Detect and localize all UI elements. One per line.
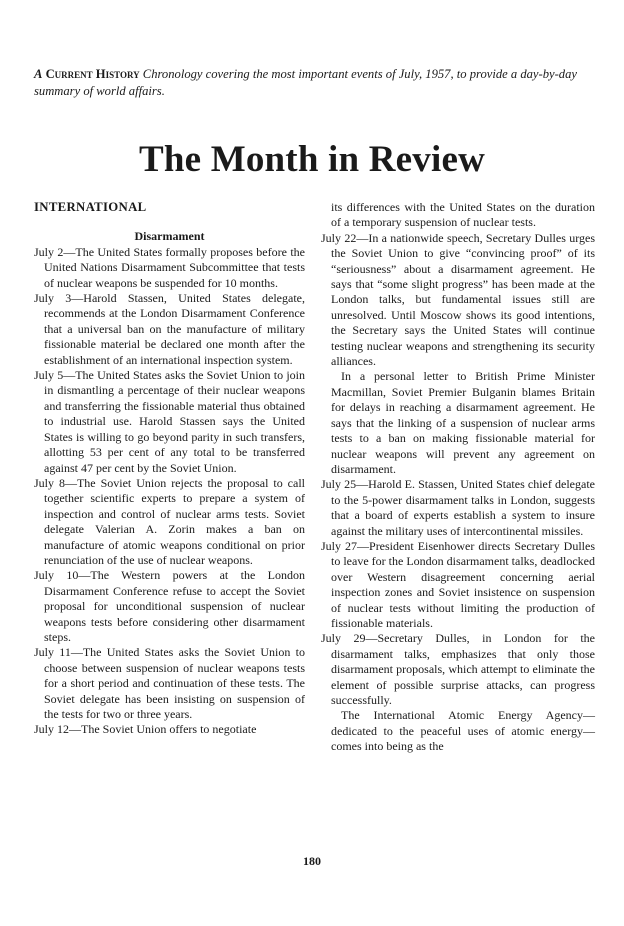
intro-article: A — [34, 67, 43, 81]
paragraph: In a personal letter to British Prime Minister Macmillan, Soviet Premier Bulganin blames Britain for delays in reaching a disarmament agreement. He says that the linking of a suspension of nuclear arms tests to a ban on making fissionable material for nuclear weapons will prevent any agreement on disarmament. — [331, 369, 595, 476]
intro-brand: Current History — [45, 67, 140, 81]
entry: July 2—The United States formally proposes before the United Nations Disarmament Subcommittee that tests of nuclear weapons be suspended for 10 months. — [34, 244, 305, 290]
left-column — [34, 200, 305, 738]
entry: July 27—President Eisenhower directs Secretary Dulles to leave for the London disarmament talks, deadlocked over Western disagreement concerning aerial inspection zones and Soviet insistence on suspension of nuclear tests without limiting the production of fissionable materials. — [321, 538, 595, 630]
section-heading: INTERNATIONAL — [34, 200, 147, 214]
entry: July 5—The United States asks the Soviet Union to join in dismantling a percentage of their nuclear weapons and transferring the fissionable material thus obtained to industrial use. Harold Stassen says the United States is willing to go beyond parity in such transfers, allotting 53 per cent of any total to be transferred against 47 per cent by the Soviet Union. — [34, 368, 305, 475]
page-title: The Month in Review — [138, 139, 486, 180]
entry-continuation: its differences with the United States on the duration of a temporary suspension of nuclear tests. — [331, 200, 595, 230]
entry: July 3—Harold Stassen, United States delegate, recommends at the London Disarmament Conference that a universal ban on the manufacture of military fissionable material be declared one month after the establishment of an international inspection system. — [34, 291, 305, 367]
entry: July 25—Harold E. Stassen, United States chief delegate to the 5-power disarmament talks in London, suggests that a board of experts establish a system to insure against the military uses of intercontinental missiles. — [321, 477, 595, 538]
entry: July 11—The United States asks the Soviet Union to choose between suspension of nuclear weapons tests for a short period and continuation of these tests. The Soviet delegate has been insisting on suspension of the tests for two or three years. — [34, 645, 305, 721]
entry: July 29—Secretary Dulles, in London for the disarmament talks, emphasizes that only those disarmament proposals, which attempt to eliminate the element of possible surprise attacks, can progress successfully. — [321, 631, 595, 707]
subheading: Disarmament — [134, 229, 205, 244]
right-column — [321, 200, 595, 755]
intro-blurb — [34, 66, 594, 100]
entry: July 22—In a nationwide speech, Secretary Dulles urges the Soviet Union to give “convincing proof” of its “seriousness” about a disarmament agreement. He says that “some slight progress” has been made at the London talks, but fundamental issues still are unresolved. Until Moscow shows its good intentions, the Secretary says the United States will continue testing nuclear weapons and strengthening its security alliances. — [321, 230, 595, 369]
page-number: 180 — [303, 854, 321, 868]
entry: July 8—The Soviet Union rejects the proposal to call together scientific experts to prepare a system of inspection and control of nuclear arms tests. Soviet delegate Valerian A. Zorin makes a ban on manufacture of atomic weapons conditional on prior renunciation of the use of nuclear weapons. — [34, 475, 305, 567]
paragraph: The International Atomic Energy Agency—dedicated to the peaceful uses of atomic energy—comes into being as the — [331, 708, 595, 754]
entry: July 10—The Western powers at the London Disarmament Conference refuse to accept the Soviet proposal for unconditional suspension of nuclear weapons tests before considering other disarmament steps. — [34, 568, 305, 644]
entry: July 12—The Soviet Union offers to negotiate — [34, 722, 257, 737]
intro-text: Chronology covering the most important events of July, 1957, to provide a day-by-day summary of world affairs. — [34, 67, 577, 98]
